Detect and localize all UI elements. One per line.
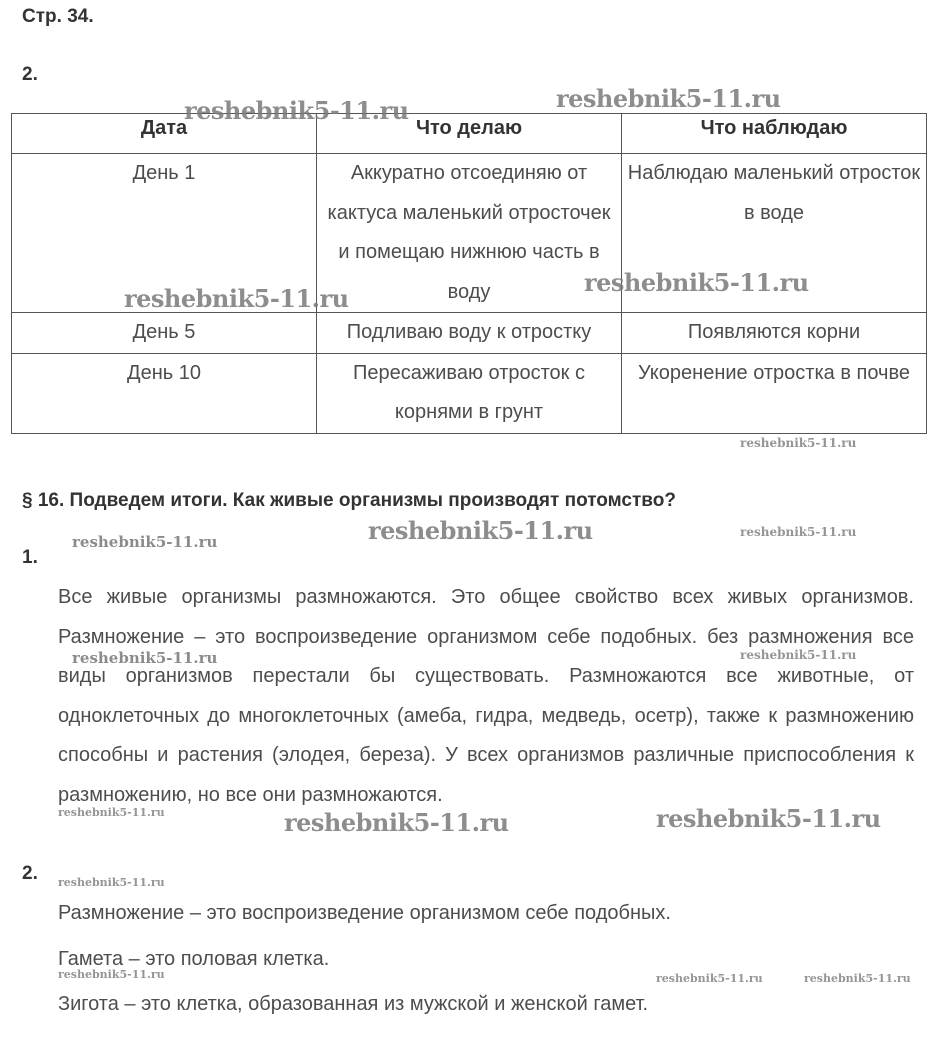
table-cell-observation: Наблюдаю маленький отросток в воде <box>622 154 927 313</box>
definition-line: Гамета – это половая клетка. <box>58 948 330 970</box>
watermark: reshebnik5-11.ru <box>584 268 809 297</box>
table-cell-date: День 5 <box>12 313 317 354</box>
section-title: § 16. Подведем итоги. Как живые организмы производят потомство? <box>22 490 676 511</box>
table-cell-action: Пересаживаю отросток с корнями в грунт <box>317 353 622 433</box>
observation-table <box>11 113 927 434</box>
watermark: reshebnik5-11.ru <box>184 96 409 125</box>
watermark: reshebnik5-11.ru <box>656 804 881 833</box>
watermark: reshebnik5-11.ru <box>804 972 911 985</box>
watermark: reshebnik5-11.ru <box>740 436 857 450</box>
table-cell-date: День 10 <box>12 353 317 433</box>
watermark: reshebnik5-11.ru <box>58 876 165 889</box>
definition-line: Размножение – это воспроизведение организмом себе подобных. <box>58 902 671 924</box>
column-header: Что наблюдаю <box>622 114 927 154</box>
table-header-row <box>12 114 927 154</box>
question-number-2: 2. <box>22 863 38 884</box>
question-number-1: 1. <box>22 547 38 568</box>
column-header: Дата <box>12 114 317 154</box>
table-cell-observation: Появляются корни <box>622 313 927 354</box>
watermark: reshebnik5-11.ru <box>284 808 509 837</box>
table-cell-date: День 1 <box>12 154 317 313</box>
table-row <box>12 313 927 354</box>
table-row <box>12 353 927 433</box>
table-row <box>12 154 927 313</box>
table-cell-action: Подливаю воду к отростку <box>317 313 622 354</box>
task-number-2: 2. <box>22 64 38 85</box>
watermark: reshebnik5-11.ru <box>58 806 165 819</box>
watermark: reshebnik5-11.ru <box>740 525 857 539</box>
watermark: reshebnik5-11.ru <box>58 968 165 981</box>
watermark: reshebnik5-11.ru <box>740 648 857 662</box>
watermark: reshebnik5-11.ru <box>124 284 349 313</box>
watermark: reshebnik5-11.ru <box>556 84 781 113</box>
answer-paragraph: Все живые организмы размножаются. Это общее свойство всех живых организмов. Размножение – это воспроизведение организмом себе подобных. без размножения все виды организмов перестали бы существовать. Размножаются все животные, от одноклеточных до многоклеточных (амеба, гидра, медведь, осетр), также к размножению способны и растения (элодея, береза). У всех организмов различные приспособления к размножению, но все они размножаются. <box>58 586 914 806</box>
table-cell-action: Аккуратно отсоединяю от кактуса маленький отросточек и помещаю нижнюю часть в воду <box>317 154 622 313</box>
column-header: Что делаю <box>317 114 622 154</box>
page-label: Стр. 34. <box>22 6 94 27</box>
table-cell-observation: Укоренение отростка в почве <box>622 353 927 433</box>
watermark: reshebnik5-11.ru <box>368 516 593 545</box>
watermark: reshebnik5-11.ru <box>72 649 218 667</box>
watermark: reshebnik5-11.ru <box>656 972 763 985</box>
watermark: reshebnik5-11.ru <box>72 533 218 551</box>
definition-line: Зигота – это клетка, образованная из мужской и женской гамет. <box>58 993 649 1015</box>
